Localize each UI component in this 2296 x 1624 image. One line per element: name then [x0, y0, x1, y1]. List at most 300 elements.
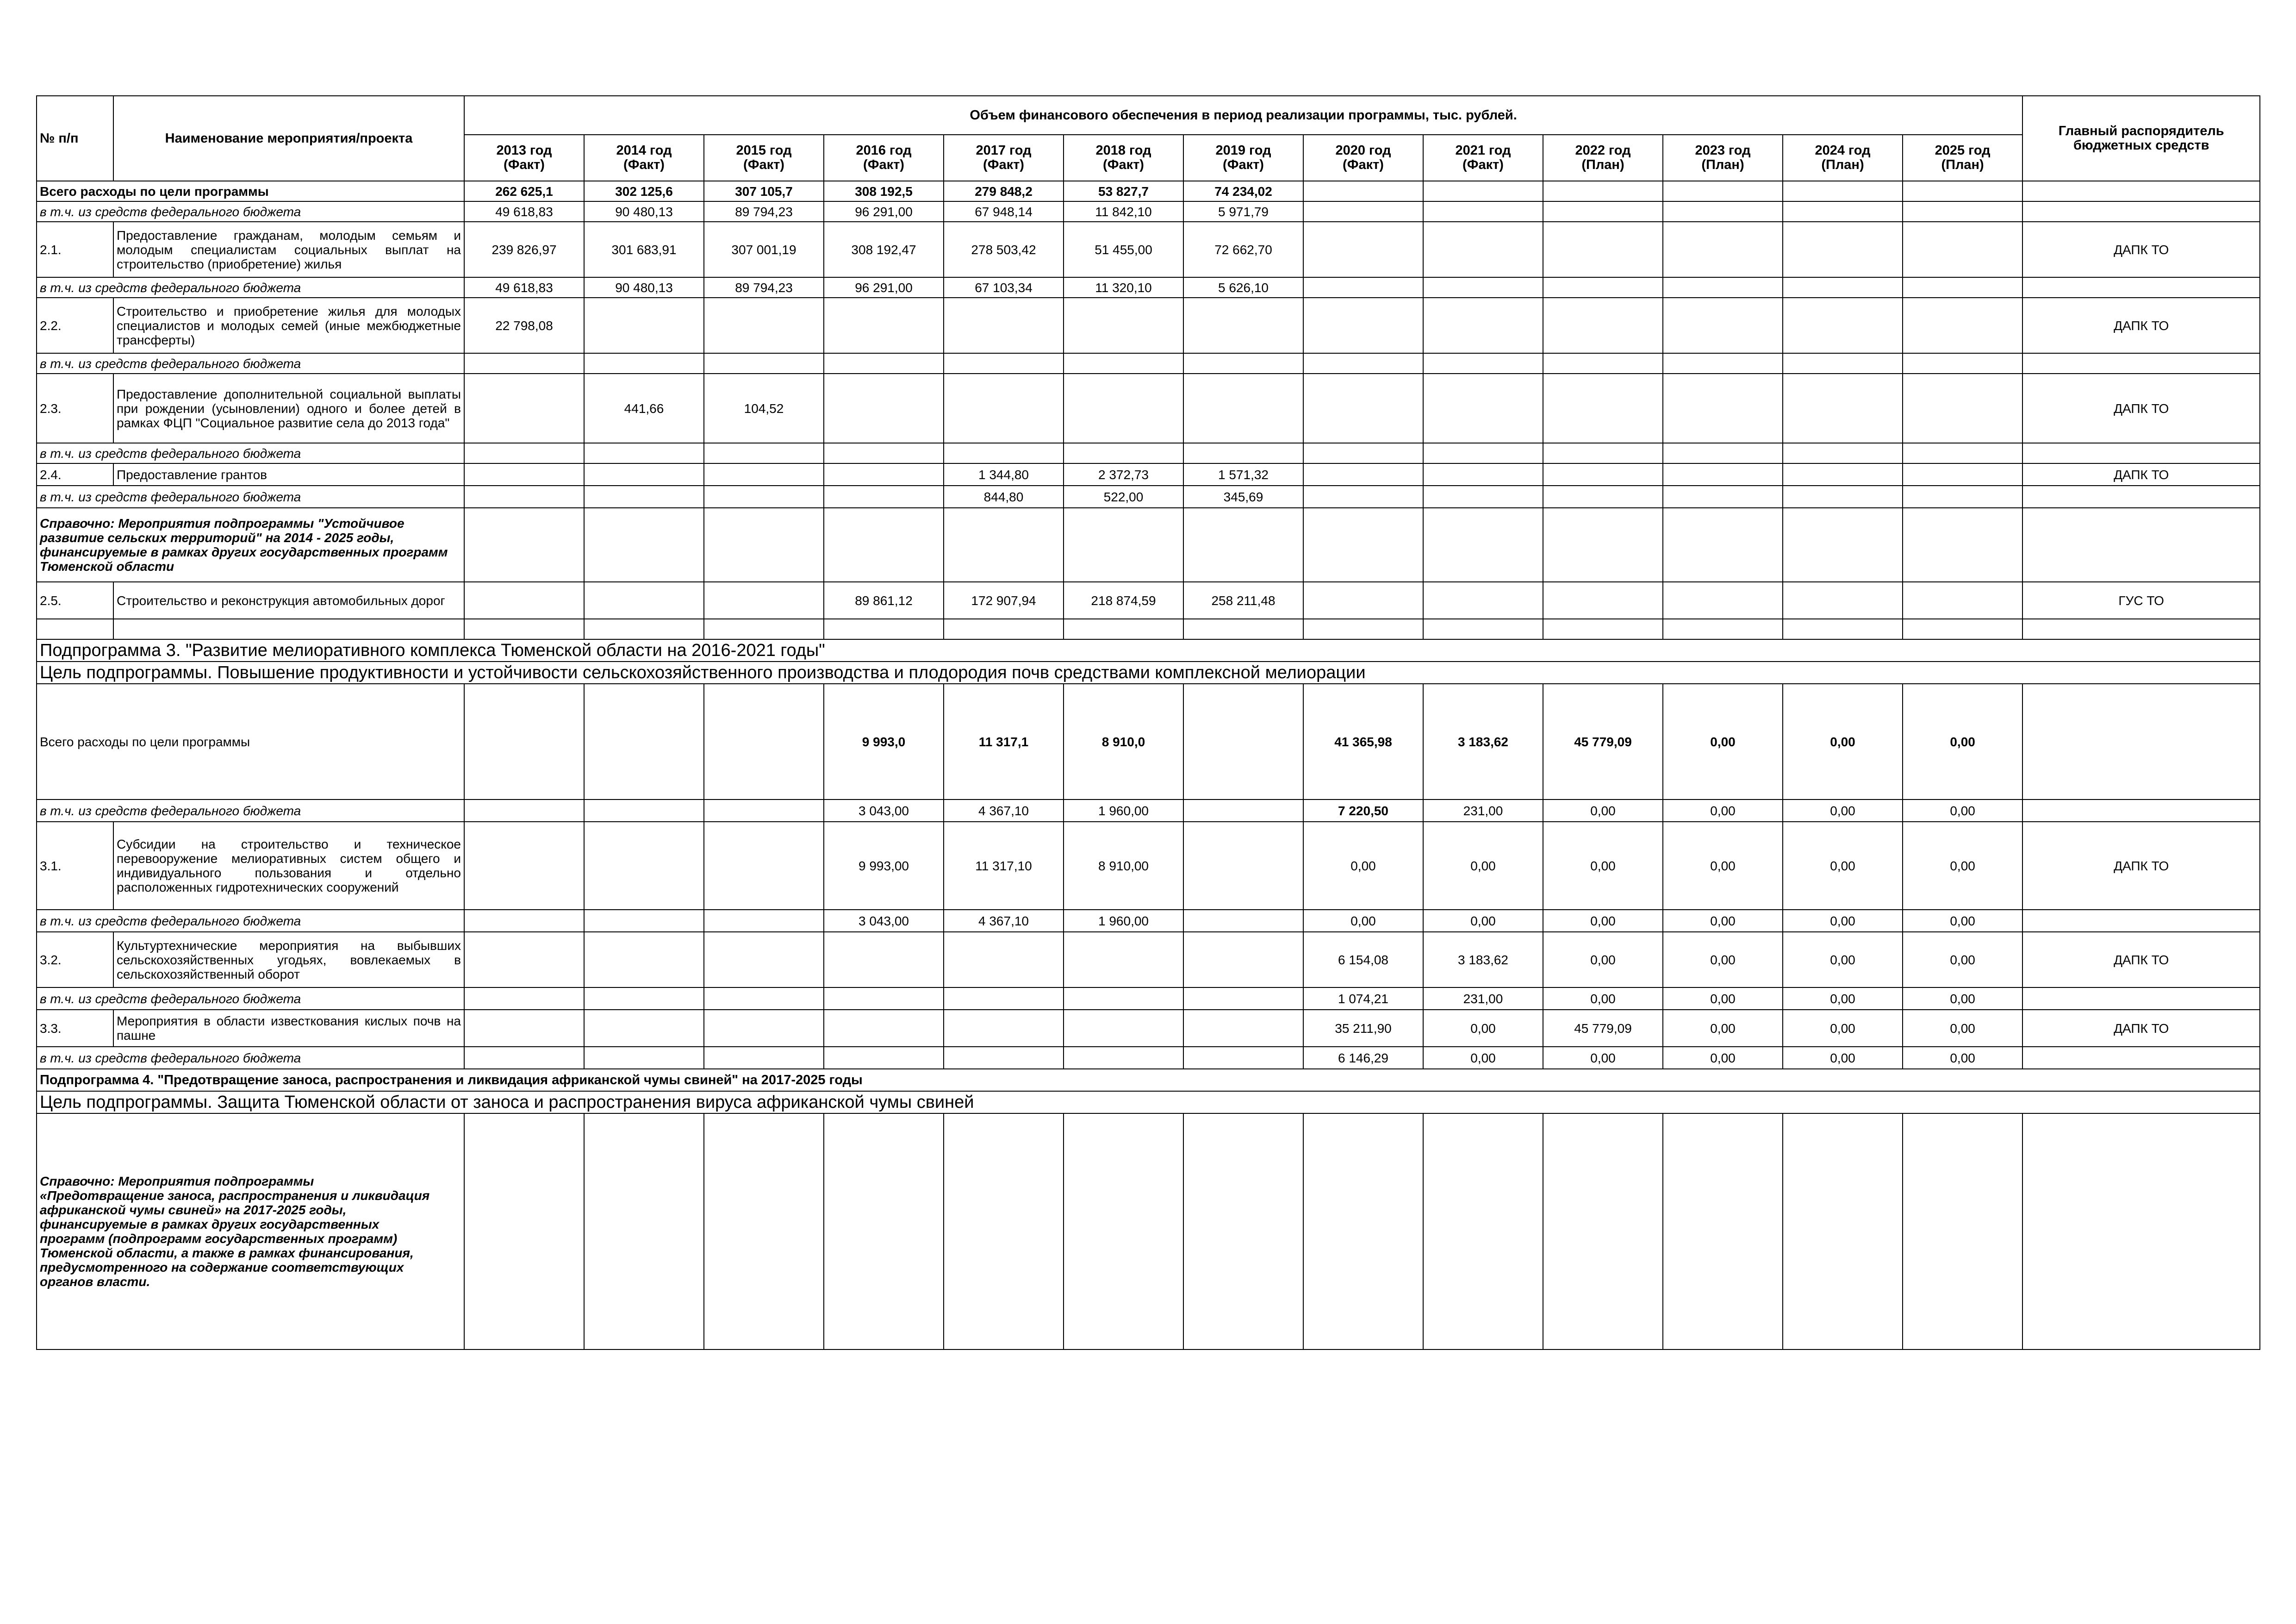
header-manager: Главный распорядитель бюджетных средств — [2022, 96, 2260, 181]
value-cell — [1423, 374, 1543, 443]
value-cell: 0,00 — [1783, 910, 1903, 932]
value-cell — [1783, 374, 1903, 443]
value-cell — [704, 486, 824, 508]
value-cell — [704, 822, 824, 910]
value-cell — [704, 1010, 824, 1047]
value-cell — [704, 987, 824, 1010]
value-cell — [464, 987, 584, 1010]
header-year — [464, 135, 584, 181]
empty-cell — [37, 619, 113, 639]
manager-cell: ДАПК ТО — [2022, 932, 2260, 987]
value-cell — [464, 910, 584, 932]
header-year-type: (План) — [1581, 157, 1624, 172]
table-row — [37, 486, 2260, 508]
value-cell — [464, 374, 584, 443]
value-cell — [1543, 222, 1663, 277]
value-cell — [1663, 463, 1783, 486]
table-row — [37, 181, 2260, 201]
value-cell — [584, 298, 704, 353]
value-cell: 67 948,14 — [944, 201, 1064, 222]
value-cell: 0,00 — [1903, 800, 2022, 822]
value-cell: 302 125,6 — [584, 181, 704, 201]
value-cell: 307 001,19 — [704, 222, 824, 277]
value-cell: 5 626,10 — [1183, 277, 1303, 298]
value-cell — [704, 932, 824, 987]
header-year-label: 2017 год — [976, 143, 1032, 158]
value-cell — [1903, 298, 2022, 353]
value-cell: 1 960,00 — [1064, 800, 1183, 822]
value-cell: 1 960,00 — [1064, 910, 1183, 932]
header-year-label: 2019 год — [1215, 143, 1271, 158]
row-number: 2.2. — [37, 298, 113, 353]
header-year-type: (Факт) — [1223, 157, 1264, 172]
value-cell: 1 344,80 — [944, 463, 1064, 486]
empty-cell — [1783, 508, 1903, 582]
section-title: Подпрограмма 3. "Развитие мелиоративного комплекса Тюменской области на 2016-2021 годы" — [37, 639, 2260, 662]
value-cell — [584, 684, 704, 800]
value-cell — [1183, 910, 1303, 932]
empty-cell — [704, 1113, 824, 1349]
value-cell: 53 827,7 — [1064, 181, 1183, 201]
value-cell — [1543, 201, 1663, 222]
table-row — [37, 582, 2260, 619]
value-cell — [464, 353, 584, 374]
value-cell: 172 907,94 — [944, 582, 1064, 619]
value-cell: 0,00 — [1783, 822, 1903, 910]
value-cell: 0,00 — [1663, 822, 1783, 910]
value-cell — [464, 800, 584, 822]
value-cell: 0,00 — [1543, 800, 1663, 822]
empty-cell — [1543, 1113, 1663, 1349]
value-cell: 0,00 — [1903, 910, 2022, 932]
manager-cell — [2022, 181, 2260, 201]
empty-cell — [1783, 619, 1903, 639]
value-cell — [1783, 181, 1903, 201]
value-cell: 0,00 — [1903, 1047, 2022, 1069]
value-cell: 89 794,23 — [704, 201, 824, 222]
header-year-type: (Факт) — [1462, 157, 1504, 172]
value-cell — [1903, 201, 2022, 222]
manager-cell: ДАПК ТО — [2022, 463, 2260, 486]
value-cell — [1663, 582, 1783, 619]
reference-note: Справочно: Мероприятия подпрограммы "Устойчивое развитие сельских территорий" на 2014 - 2025 годы, финансируемые в рамках других государственных программ Тюменской области — [37, 508, 464, 582]
row-name: в т.ч. из средств федерального бюджета — [37, 277, 464, 298]
value-cell: 0,00 — [1543, 910, 1663, 932]
value-cell: 3 043,00 — [824, 800, 944, 822]
value-cell: 35 211,90 — [1303, 1010, 1423, 1047]
table-row — [37, 463, 2260, 486]
manager-cell: ДАПК ТО — [2022, 374, 2260, 443]
empty-cell — [1183, 508, 1303, 582]
value-cell — [1783, 486, 1903, 508]
value-cell — [464, 932, 584, 987]
value-cell: 2 372,73 — [1064, 463, 1183, 486]
value-cell: 307 105,7 — [704, 181, 824, 201]
value-cell — [464, 443, 584, 463]
empty-cell — [824, 619, 944, 639]
manager-cell: ДАПК ТО — [2022, 222, 2260, 277]
value-cell — [584, 582, 704, 619]
table-row — [37, 639, 2260, 662]
header-year-label: 2025 год — [1935, 143, 1991, 158]
row-name: Строительство и приобретение жилья для молодых специалистов и молодых семей (иные межбюджетные трансферты) — [113, 298, 464, 353]
header-year-type: (План) — [1821, 157, 1864, 172]
value-cell — [1303, 486, 1423, 508]
value-cell — [1543, 353, 1663, 374]
row-name: в т.ч. из средств федерального бюджета — [37, 1047, 464, 1069]
value-cell: 22 798,08 — [464, 298, 584, 353]
header-year — [824, 135, 944, 181]
row-name: Предоставление дополнительной социальной выплаты при рождении (усыновлении) одного и более детей в рамках ФЦП "Социальное развитие села до 2013 года" — [113, 374, 464, 443]
value-cell: 89 861,12 — [824, 582, 944, 619]
value-cell — [1783, 222, 1903, 277]
value-cell: 308 192,47 — [824, 222, 944, 277]
value-cell: 11 317,1 — [944, 684, 1064, 800]
header-year-type: (План) — [1701, 157, 1744, 172]
empty-cell — [704, 619, 824, 639]
header-year-label: 2022 год — [1575, 143, 1631, 158]
empty-cell — [1183, 1113, 1303, 1349]
value-cell — [464, 684, 584, 800]
manager-cell: ДАПК ТО — [2022, 298, 2260, 353]
value-cell — [1903, 463, 2022, 486]
value-cell: 0,00 — [1303, 910, 1423, 932]
header-year-label: 2021 год — [1455, 143, 1511, 158]
value-cell: 67 103,34 — [944, 277, 1064, 298]
value-cell: 844,80 — [944, 486, 1064, 508]
value-cell — [1663, 277, 1783, 298]
value-cell — [1423, 277, 1543, 298]
header-year — [1903, 135, 2022, 181]
value-cell: 0,00 — [1783, 1047, 1903, 1069]
value-cell — [1423, 201, 1543, 222]
value-cell — [1064, 1010, 1183, 1047]
row-name: в т.ч. из средств федерального бюджета — [37, 800, 464, 822]
header-year-type: (Факт) — [1103, 157, 1144, 172]
value-cell: 5 971,79 — [1183, 201, 1303, 222]
value-cell — [1183, 298, 1303, 353]
table-row — [37, 1010, 2260, 1047]
value-cell: 0,00 — [1543, 822, 1663, 910]
value-cell: 96 291,00 — [824, 277, 944, 298]
table-row — [37, 800, 2260, 822]
empty-cell — [584, 619, 704, 639]
manager-cell — [2022, 684, 2260, 800]
table-row — [37, 684, 2260, 800]
value-cell: 0,00 — [1663, 1010, 1783, 1047]
empty-cell — [1064, 508, 1183, 582]
table-row — [37, 910, 2260, 932]
value-cell — [1303, 201, 1423, 222]
value-cell — [584, 987, 704, 1010]
manager-cell: ДАПК ТО — [2022, 1010, 2260, 1047]
value-cell — [1663, 201, 1783, 222]
row-name: в т.ч. из средств федерального бюджета — [37, 201, 464, 222]
manager-cell: ГУС ТО — [2022, 582, 2260, 619]
empty-cell — [1303, 619, 1423, 639]
empty-cell — [1663, 1113, 1783, 1349]
value-cell — [1064, 298, 1183, 353]
value-cell — [1064, 1047, 1183, 1069]
value-cell: 90 480,13 — [584, 201, 704, 222]
header-year — [1663, 135, 1783, 181]
value-cell: 0,00 — [1903, 987, 2022, 1010]
value-cell — [464, 486, 584, 508]
table-row — [37, 1047, 2260, 1069]
value-cell — [1303, 374, 1423, 443]
value-cell: 441,66 — [584, 374, 704, 443]
header-volume: Объем финансового обеспечения в период реализации программы, тыс. рублей. — [464, 96, 2022, 135]
value-cell — [1423, 353, 1543, 374]
manager-cell — [2022, 987, 2260, 1010]
value-cell — [1423, 181, 1543, 201]
row-name: Предоставление грантов — [113, 463, 464, 486]
row-name: в т.ч. из средств федерального бюджета — [37, 443, 464, 463]
value-cell — [1543, 582, 1663, 619]
empty-cell — [944, 508, 1064, 582]
empty-cell — [113, 619, 464, 639]
value-cell — [1903, 582, 2022, 619]
value-cell: 0,00 — [1423, 1047, 1543, 1069]
value-cell — [584, 1047, 704, 1069]
value-cell — [824, 463, 944, 486]
value-cell — [584, 353, 704, 374]
value-cell: 0,00 — [1903, 1010, 2022, 1047]
value-cell — [1423, 582, 1543, 619]
value-cell — [1783, 201, 1903, 222]
value-cell — [1064, 353, 1183, 374]
value-cell: 262 625,1 — [464, 181, 584, 201]
value-cell — [824, 353, 944, 374]
value-cell: 45 779,09 — [1543, 1010, 1663, 1047]
value-cell — [1183, 684, 1303, 800]
value-cell — [944, 443, 1064, 463]
empty-cell — [1303, 1113, 1423, 1349]
value-cell — [1064, 987, 1183, 1010]
value-cell: 279 848,2 — [944, 181, 1064, 201]
value-cell — [1783, 277, 1903, 298]
value-cell — [1903, 181, 2022, 201]
value-cell — [584, 910, 704, 932]
value-cell: 278 503,42 — [944, 222, 1064, 277]
value-cell: 0,00 — [1663, 932, 1783, 987]
header-year — [1183, 135, 1303, 181]
empty-cell — [2022, 619, 2260, 639]
empty-cell — [584, 508, 704, 582]
value-cell — [464, 1047, 584, 1069]
manager-cell — [2022, 201, 2260, 222]
empty-cell — [1543, 508, 1663, 582]
empty-cell — [1183, 619, 1303, 639]
value-cell: 9 993,0 — [824, 684, 944, 800]
row-number: 3.1. — [37, 822, 113, 910]
value-cell — [704, 800, 824, 822]
row-number: 2.5. — [37, 582, 113, 619]
header-year-label: 2016 год — [856, 143, 912, 158]
empty-cell — [944, 619, 1064, 639]
value-cell: 11 320,10 — [1064, 277, 1183, 298]
table-row — [37, 443, 2260, 463]
value-cell: 0,00 — [1783, 932, 1903, 987]
value-cell: 0,00 — [1543, 932, 1663, 987]
value-cell — [824, 932, 944, 987]
table-row — [37, 662, 2260, 684]
value-cell — [584, 932, 704, 987]
value-cell — [464, 463, 584, 486]
empty-cell — [1903, 508, 2022, 582]
value-cell — [704, 582, 824, 619]
header-year-type: (План) — [1941, 157, 1984, 172]
value-cell: 0,00 — [1423, 822, 1543, 910]
value-cell: 1 571,32 — [1183, 463, 1303, 486]
value-cell — [1783, 463, 1903, 486]
value-cell — [1543, 463, 1663, 486]
value-cell — [824, 374, 944, 443]
section-title: Цель подпрограммы. Защита Тюменской области от заноса и распространения вируса африканской чумы свиней — [37, 1091, 2260, 1113]
value-cell — [584, 800, 704, 822]
table-row — [37, 353, 2260, 374]
header-year-label: 2015 год — [736, 143, 792, 158]
value-cell — [1303, 222, 1423, 277]
value-cell — [1423, 222, 1543, 277]
value-cell — [1543, 374, 1663, 443]
header-year-label: 2014 год — [616, 143, 672, 158]
empty-cell — [1543, 619, 1663, 639]
value-cell: 7 220,50 — [1303, 800, 1423, 822]
value-cell — [464, 582, 584, 619]
value-cell — [584, 822, 704, 910]
empty-cell — [1903, 1113, 2022, 1349]
value-cell — [944, 298, 1064, 353]
value-cell — [944, 987, 1064, 1010]
row-name: Мероприятия в области известкования кислых почв на пашне — [113, 1010, 464, 1047]
header-year — [1543, 135, 1663, 181]
value-cell: 239 826,97 — [464, 222, 584, 277]
header-year-label: 2020 год — [1335, 143, 1391, 158]
header-year-label: 2024 год — [1815, 143, 1871, 158]
value-cell: 3 043,00 — [824, 910, 944, 932]
row-name: в т.ч. из средств федерального бюджета — [37, 910, 464, 932]
header-year — [1423, 135, 1543, 181]
value-cell — [464, 1010, 584, 1047]
row-name: Предоставление гражданам, молодым семьям и молодым специалистам социальных выплат на строительство (приобретение) жилья — [113, 222, 464, 277]
value-cell — [944, 1010, 1064, 1047]
value-cell: 258 211,48 — [1183, 582, 1303, 619]
table-row — [37, 298, 2260, 353]
header-year-type: (Факт) — [623, 157, 665, 172]
header-year-type: (Факт) — [983, 157, 1024, 172]
value-cell: 0,00 — [1663, 910, 1783, 932]
value-cell — [944, 932, 1064, 987]
value-cell — [1903, 486, 2022, 508]
value-cell — [1663, 443, 1783, 463]
value-cell — [1303, 582, 1423, 619]
value-cell — [1183, 443, 1303, 463]
value-cell: 8 910,0 — [1064, 684, 1183, 800]
header-year — [704, 135, 824, 181]
value-cell — [944, 1047, 1064, 1069]
value-cell — [1064, 443, 1183, 463]
value-cell: 0,00 — [1783, 800, 1903, 822]
empty-cell — [464, 619, 584, 639]
value-cell — [584, 1010, 704, 1047]
empty-cell — [944, 1113, 1064, 1349]
value-cell — [1183, 987, 1303, 1010]
header-year — [1783, 135, 1903, 181]
value-cell — [1543, 277, 1663, 298]
header-year-label: 2023 год — [1695, 143, 1751, 158]
value-cell — [704, 684, 824, 800]
value-cell: 0,00 — [1903, 822, 2022, 910]
value-cell — [1423, 486, 1543, 508]
value-cell — [1183, 800, 1303, 822]
value-cell — [1183, 374, 1303, 443]
value-cell: 90 480,13 — [584, 277, 704, 298]
value-cell: 0,00 — [1303, 822, 1423, 910]
value-cell: 0,00 — [1783, 684, 1903, 800]
value-cell — [1783, 353, 1903, 374]
table-row — [37, 822, 2260, 910]
value-cell: 3 183,62 — [1423, 932, 1543, 987]
budget-table — [36, 95, 2260, 1350]
value-cell — [1423, 443, 1543, 463]
value-cell: 0,00 — [1903, 684, 2022, 800]
header-year-label: 2013 год — [496, 143, 552, 158]
header-year-label: 2018 год — [1095, 143, 1151, 158]
value-cell — [1183, 353, 1303, 374]
budget-table-sheet — [36, 95, 2259, 1350]
value-cell: 231,00 — [1423, 987, 1543, 1010]
value-cell: 0,00 — [1423, 910, 1543, 932]
value-cell: 0,00 — [1663, 684, 1783, 800]
value-cell — [1064, 932, 1183, 987]
value-cell: 0,00 — [1423, 1010, 1543, 1047]
value-cell: 301 683,91 — [584, 222, 704, 277]
value-cell: 6 154,08 — [1303, 932, 1423, 987]
value-cell: 96 291,00 — [824, 201, 944, 222]
row-number: 2.4. — [37, 463, 113, 486]
row-number: 2.1. — [37, 222, 113, 277]
value-cell — [1183, 1047, 1303, 1069]
row-name: в т.ч. из средств федерального бюджета — [37, 987, 464, 1010]
reference-note: Справочно: Мероприятия подпрограммы «Предотвращение заноса, распространения и ликвидация африканской чумы свиней» на 2017-2025 годы, финансируемые в рамках других государственных программ (подпрограмм государственных программ) Тюменской области, а также в рамках финансирования, предусмотренного на содержание соответствующих органов власти. — [37, 1113, 464, 1349]
value-cell — [1663, 298, 1783, 353]
empty-cell — [464, 1113, 584, 1349]
value-cell — [824, 987, 944, 1010]
value-cell — [1303, 298, 1423, 353]
value-cell — [1663, 222, 1783, 277]
value-cell — [584, 486, 704, 508]
value-cell — [1543, 181, 1663, 201]
row-name: в т.ч. из средств федерального бюджета — [37, 353, 464, 374]
empty-cell — [1903, 619, 2022, 639]
header-year — [584, 135, 704, 181]
value-cell — [824, 443, 944, 463]
value-cell: 3 183,62 — [1423, 684, 1543, 800]
manager-cell — [2022, 800, 2260, 822]
manager-cell — [2022, 277, 2260, 298]
manager-cell — [2022, 443, 2260, 463]
value-cell: 72 662,70 — [1183, 222, 1303, 277]
value-cell — [1183, 822, 1303, 910]
section-title: Цель подпрограммы. Повышение продуктивности и устойчивости сельскохозяйственного производства и плодородия почв средствами комплексной мелиорации — [37, 662, 2260, 684]
value-cell: 308 192,5 — [824, 181, 944, 201]
value-cell — [1903, 443, 2022, 463]
value-cell — [824, 1047, 944, 1069]
value-cell: 0,00 — [1543, 1047, 1663, 1069]
value-cell — [1663, 374, 1783, 443]
value-cell: 0,00 — [1783, 987, 1903, 1010]
